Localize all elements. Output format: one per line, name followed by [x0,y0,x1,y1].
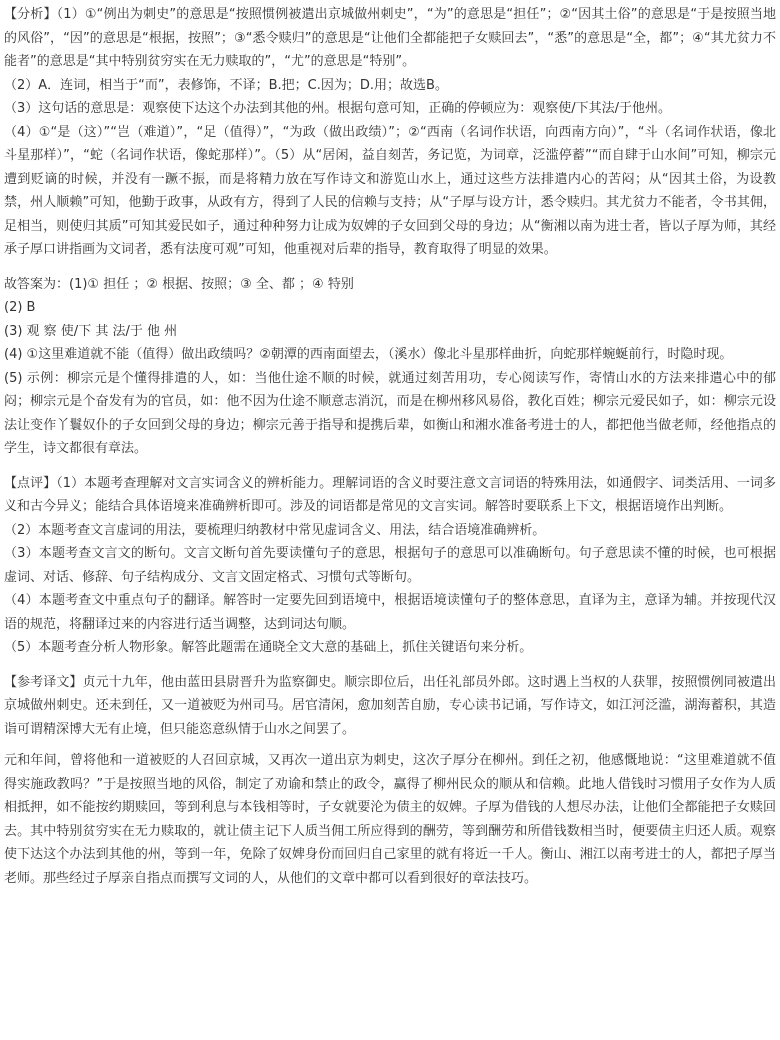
answer-line-2: (2) B [4,300,36,315]
analysis-section [4,3,776,262]
section-gap [4,262,776,273]
translation-paragraph-2: 元和年间，曾将他和一道被贬的人召回京城，又再次一道出京为刺史，这次子厚分在柳州。到任之初，他感慨地说：“这里难道就不值得实施政教吗？”于是按照当地的风俗，制定了劝谕和禁止的政令，赢得了柳州民众的顺从和信赖。此地人借钱时习惯用子女作为人质相抵押，如不能按约期赎回，等到利息与本钱相等时，子女就要沦为债主的奴婢。子厚为借钱的人想尽办法，让他们全都能把子女赎回去。其中特别贫穷实在无力赎取的，就让债主记下人质当佣工所应得到的酬劳，等到酬劳和所借钱数相当时，便要债主归还人质。观察使下达这个办法到其他的州，等到一年，免除了奴婢身份而回归自己家里的就有将近一千人。衡山、湘江以南考进士的人，都把子厚当老师。那些经过子厚亲自指点而撰写文词的人，从他们的文章中都可以看到很好的章法技巧。 [4,753,776,886]
section-gap [4,461,776,472]
answer-line-4: (4) ①这里难道就不能（值得）做出政绩吗？②朝潭的西南面望去，（溪水）像北斗星那样曲折，向蛇那样蜿蜒前行，时隐时现。 [4,347,733,362]
analysis-paragraph-4: （4）①“是（这）”“岂（难道）”，“足（值得）”，“为政（做出政绩）”；②“西南（名词作状语，向西南方向）”，“斗（名词作状语，像北斗星那样）”，“蛇（名词作状语，像蛇那样）”。（5）从“居闲，益自刻苦，务记览，为词章，泛滥停蓄”“而自肆于山水间”可知，柳宗元遭到贬谪的时候，并没有一蹶不振，而是将精力放在写作诗文和游览山水上，通过这些方法排遣内心的苦闷；从“因其土俗，为设教禁，州人顺赖”可知，他勤于政事，从政有方，得到了人民的信赖与支持；从“子厚与设方计，悉令赎归。其尤贫力不能者，令书其佣，足相当，则使归其质”可知其爱民如子，通过种种努力让成为奴婢的子女回到父母的身边；从“衡湘以南为进士者，皆以子厚为师，其经承子厚口讲指画为文词者，悉有法度可观”可知，他重视对后辈的指导，教育取得了明显的效果。 [4,124,776,257]
section-gap [4,660,776,671]
translation-section [4,671,776,891]
paragraph-gap [4,741,776,749]
answer-line-1: 故答案为：(1)① 担任 ；② 根据、按照；③ 全、都 ；④ 特别 [4,276,354,292]
answer-line-3: (3) 观 察 使/下 其 法/于 他 州 [4,323,178,339]
analysis-paragraph-2: （2）A．连词，相当于“而”，表修饰，不译；B.把；C.因为；D.用；故选B。 [4,77,448,93]
comment-paragraph-5: （5）本题考查分析人物形象。解答此题需在通晓全文大意的基础上，抓住关键语句来分析。 [4,640,533,655]
comment-paragraph-3: （3）本题考查文言文的断句。文言文断句首先要读懂句子的意思，根据句子的意思可以准确断句。句子意思读不懂的时候，也可根据虚词、对话、修辞、句子结构成分、文言文固定格式、习惯句式等断句。 [4,546,776,585]
answer-line-5: (5) 示例：柳宗元是个懂得排遣的人，如：当他仕途不顺的时候，就通过刻苦用功，专心阅读写作，寄情山水的方法来排遣心中的郁闷；柳宗元是个奋发有为的官员，如：他不因为仕途不顺意志消沉，而是在柳州移风易俗，教化百姓；柳宗元爱民如子，如：柳宗元设法让变作丫鬟奴仆的子女回到父母的身边；柳宗元善于指导和提携后辈，如衡山和湘水准备考进士的人，都把他当做老师，经他指点的学生，诗文都很有章法。 [4,370,776,456]
analysis-paragraph-1: 【分析】（1）①“例出为刺史”的意思是“按照惯例被遣出京城做州刺史”，“为”的意思是“担任”；②“因其土俗”的意思是“于是按照当地的风俗”，“因”的意思是“根据，按照”；③“悉令赎归”的意思是“让他们全都能把子女赎回去”，“悉”的意思是“全，都”；④“其尤贫力不能者”的意思是“其中特别贫穷实在无力赎取的”，“尤”的意思是“特别”。 [4,7,776,69]
translation-paragraph-1: 【参考译文】贞元十九年，他由蓝田县尉晋升为监察御史。顺宗即位后，出任礼部员外郎。这时遇上当权的人获罪，按照惯例同被遣出京城做州刺史。还未到任，又一道被贬为州司马。居官清闲，愈加刻苦自励，专心读书记诵，写作诗文，如江河泛滥，湖海蓄积，其造诣可谓精深博大无有止境，但只能恣意纵情于山水之间罢了。 [4,674,776,737]
comment-paragraph-2: （2）本题考查文言虚词的用法，要梳理归纳教材中常见虚词含义、用法，结合语境准确辨析。 [4,522,546,538]
analysis-paragraph-3: （3）这句话的意思是：观察使下达这个办法到其他的州。根据句意可知，正确的停顿应为：观察使/下其法/于他州。 [4,101,672,116]
comment-paragraph-4: （4）本题考查文中重点句子的翻译。解答时一定要先回到语境中，根据语境读懂句子的整体意思，直译为主，意译为辅。并按现代汉语的规范，将翻译过来的内容进行适当调整，达到词达句顺。 [4,593,776,632]
comment-section [4,472,776,660]
answer-section [4,273,776,461]
comment-paragraph-1: 【点评】（1）本题考查理解对文言实词含义的辨析能力。理解词语的含义时要注意文言词语的特殊用法，如通假字、词类活用、一词多义和古今异义；能结合具体语境来准确辨析即可。涉及的词语都是常见的文言实词。解答时要联系上下文，根据语境作出判断。 [4,475,776,514]
